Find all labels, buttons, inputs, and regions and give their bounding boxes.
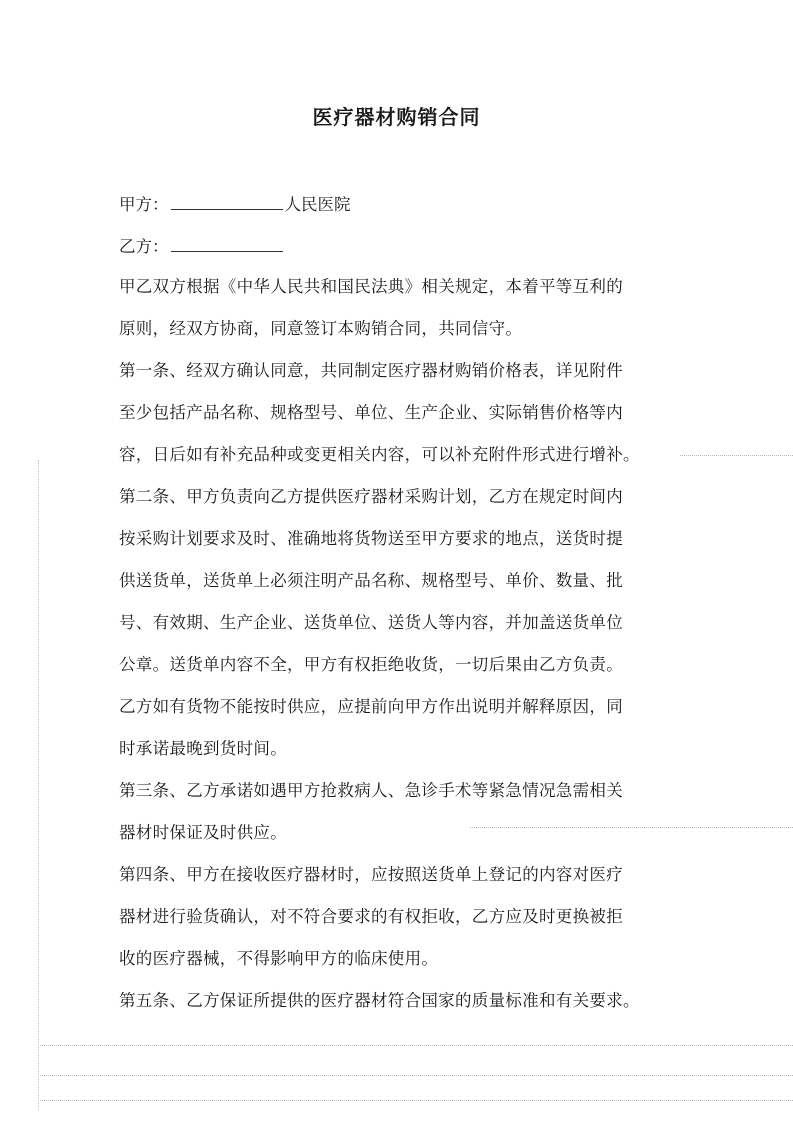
party-b-blank	[171, 237, 283, 252]
body-line: 按采购计划要求及时、准确地将货物送至甲方要求的地点，送货时提	[119, 529, 623, 548]
body-line: 第五条、乙方保证所提供的医疗器材符合国家的质量标准和有关要求。	[119, 991, 640, 1010]
body-line: 容，日后如有补充品种或变更相关内容，可以补充附件形式进行增补。	[119, 445, 640, 464]
page-title: 医疗器材购销合同	[312, 105, 481, 129]
body-line: 器材进行验货确认，对不符合要求的有权拒收，乙方应及时更换被拒	[119, 907, 623, 926]
scan-artifact	[40, 1075, 793, 1076]
body-line: 第二条、甲方负责向乙方提供医疗器材采购计划，乙方在规定时间内	[119, 487, 623, 506]
party-b-line	[119, 233, 285, 257]
party-a-line	[119, 191, 351, 215]
body-line: 第四条、甲方在接收医疗器材时，应按照送货单上登记的内容对医疗	[119, 865, 623, 884]
party-b-label: 乙方：	[119, 237, 169, 256]
scan-artifact	[38, 460, 39, 1110]
party-a-suffix: 人民医院	[284, 195, 351, 214]
body-line: 甲乙双方根据《中华人民共和国民法典》相关规定，本着平等互利的	[119, 277, 623, 296]
scan-artifact	[680, 455, 793, 456]
body-line: 收的医疗器械，不得影响甲方的临床使用。	[119, 949, 439, 968]
party-a-blank	[171, 195, 283, 210]
body-line: 至少包括产品名称、规格型号、单位、生产企业、实际销售价格等内	[119, 403, 623, 422]
scan-artifact	[40, 1045, 793, 1046]
body-line: 乙方如有货物不能按时供应，应提前向甲方作出说明并解释原因，同	[119, 697, 623, 716]
party-a-label: 甲方：	[119, 195, 169, 214]
scan-artifact	[40, 1100, 793, 1101]
body-line: 时承诺最晚到货时间。	[119, 739, 287, 758]
body-line: 器材时保证及时供应。	[119, 823, 287, 842]
body-line: 公章。送货单内容不全，甲方有权拒绝收货，一切后果由乙方负责。	[119, 655, 623, 674]
body-line: 号、有效期、生产企业、送货单位、送货人等内容，并加盖送货单位	[119, 613, 623, 632]
scan-artifact	[470, 827, 793, 828]
body-line: 供送货单，送货单上必须注明产品名称、规格型号、单价、数量、批	[119, 571, 623, 590]
body-line: 原则，经双方协商，同意签订本购销合同，共同信守。	[119, 319, 523, 338]
body-line: 第一条、经双方确认同意，共同制定医疗器材购销价格表，详见附件	[119, 361, 623, 380]
body-line: 第三条、乙方承诺如遇甲方抢救病人、急诊手术等紧急情况急需相关	[119, 781, 623, 800]
